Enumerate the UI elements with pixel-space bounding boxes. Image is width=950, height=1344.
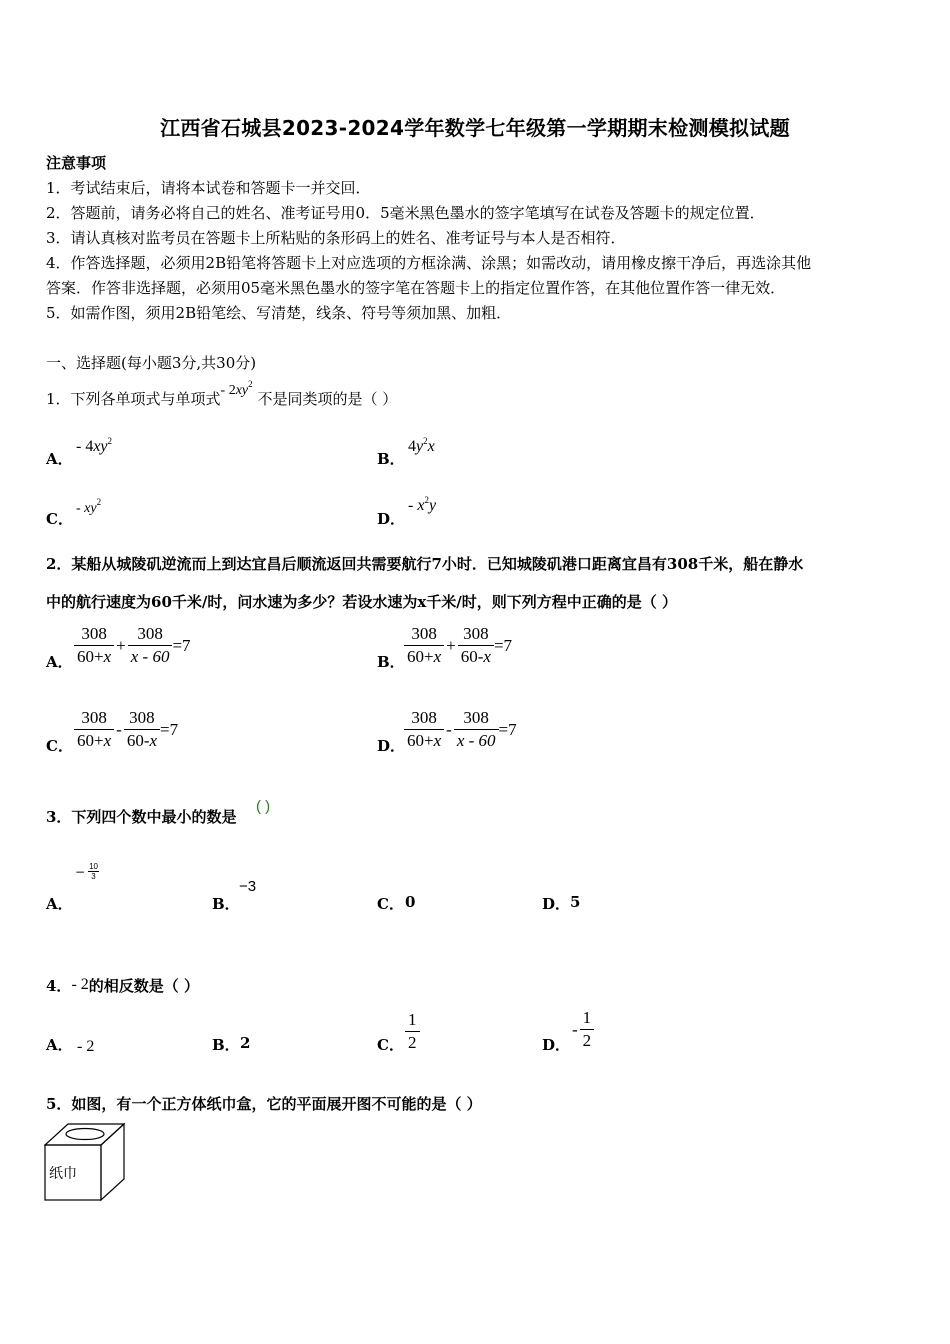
q2-option-c-label: C． bbox=[46, 737, 73, 755]
notice-item-2: 2．答题前，请务必将自己的姓名、准考证号用0．5毫米黑色墨水的签字笔填写在试卷及答题卡的规定位置． bbox=[46, 204, 765, 222]
q3-option-d-label: D． bbox=[542, 895, 571, 913]
q2-option-b-label: B． bbox=[377, 653, 405, 671]
q3-option-a-value: − $\frac{10}{3}$ bbox=[75, 862, 98, 881]
notice-item-1: 1．考试结束后，请将本试卷和答题卡一并交回． bbox=[46, 179, 371, 197]
q2-option-d-label: D． bbox=[377, 737, 406, 755]
q3-option-c-label: C． bbox=[377, 895, 404, 913]
question-4-number: 4． bbox=[46, 977, 72, 995]
q4-option-d-label: D． bbox=[542, 1036, 571, 1054]
q3-option-c-value: 0 bbox=[405, 893, 416, 911]
page-title: 江西省石城县2023-2024学年数学七年级第一学期期末检测模拟试题 bbox=[160, 116, 790, 140]
notice-item-3: 3．请认真核对监考员在答题卡上所粘贴的条形码上的姓名、准考证号与本人是否相符． bbox=[46, 229, 626, 247]
q1-option-a-expr: - $4xy^2$ bbox=[76, 436, 113, 455]
tissue-box-figure bbox=[44, 1122, 126, 1202]
q1-option-b-expr: $4y^2x$ bbox=[408, 436, 435, 455]
q3-option-b-value: −3 bbox=[239, 878, 257, 895]
notice-item-4-cont: 答案．作答非选择题，必须用05毫米黑色墨水的签字笔在答题卡上的指定位置作答，在其他位置作答一律无效． bbox=[46, 279, 786, 297]
tissue-box-drawing bbox=[44, 1122, 126, 1202]
q1-option-d-label: D． bbox=[377, 510, 406, 528]
tissue-box-label: 纸巾 bbox=[49, 1166, 77, 1182]
q1-option-c-expr: - $xy^2$ bbox=[76, 497, 102, 516]
question-1-text: 1．下列各单项式与单项式 bbox=[46, 390, 221, 408]
q1-option-a-label: A． bbox=[46, 450, 73, 468]
q1-option-b-label: B． bbox=[377, 450, 405, 468]
notice-heading: 注意事项 bbox=[46, 154, 107, 172]
question-1 bbox=[46, 379, 398, 409]
q4-option-c-value: $\frac{1}{2}$ bbox=[405, 1010, 420, 1053]
question-3-paren: ( ) bbox=[256, 798, 271, 815]
q1-option-c-label: C． bbox=[46, 510, 73, 528]
q4-option-c-label: C． bbox=[377, 1036, 404, 1054]
question-4-text: 的相反数是（ ） bbox=[88, 977, 199, 995]
q4-option-a-value: - 2 bbox=[77, 1038, 95, 1055]
notice-item-4: 4．作答选择题，必须用2B铅笔将答题卡上对应选项的方框涂满、涂黑；如需改动，请用橡皮擦干净后，再选涂其他 bbox=[46, 254, 812, 272]
question-2-line-2: 中的航行速度为60千米/时，问水速为多少？若设水速为x千米/时，则下列方程中正确的是（ ） bbox=[46, 593, 678, 611]
q3-option-b-label: B． bbox=[212, 895, 240, 913]
q2-option-c-equation: $\frac{308}{60+x}$ - $\frac{308}{60-x}$ =7 bbox=[74, 708, 178, 751]
question-5-text: 5．如图，有一个正方体纸巾盒，它的平面展开图不可能的是（ ） bbox=[46, 1095, 482, 1113]
q4-option-b-value: 2 bbox=[240, 1034, 251, 1052]
question-4-expr: - 2 bbox=[71, 976, 89, 993]
q2-option-a-label: A． bbox=[46, 653, 73, 671]
q4-option-d-value: - $\frac{1}{2}$ bbox=[572, 1008, 594, 1051]
q3-option-a-label: A． bbox=[46, 895, 73, 913]
question-4 bbox=[46, 975, 199, 996]
q2-option-b-equation: $\frac{308}{60+x}$ + $\frac{308}{60-x}$ =7 bbox=[404, 624, 512, 667]
q2-option-a-equation: $\frac{308}{60+x}$ + $\frac{308}{x - 60}$ =7 bbox=[74, 624, 191, 667]
notice-item-5: 5．如需作图，须用2B铅笔绘、写清楚，线条、符号等须加黑、加粗． bbox=[46, 304, 512, 322]
q3-option-d-value: 5 bbox=[570, 893, 581, 911]
section-heading: 一、选择题(每小题3分,共30分) bbox=[46, 354, 257, 372]
question-2-line-1: 2．某船从城陵矶逆流而上到达宜昌后顺流返回共需要航行7小时．已知城陵矶港口距离宜昌有308千米，船在静水 bbox=[46, 555, 804, 573]
q4-option-a-label: A． bbox=[46, 1036, 73, 1054]
question-1-expr: - $2xy^2$ bbox=[220, 379, 253, 398]
question-1-tail: 不是同类项的是（ ） bbox=[257, 390, 398, 408]
question-3-text: 3．下列四个数中最小的数是 bbox=[46, 808, 237, 826]
q2-option-d-equation: $\frac{308}{60+x}$ - $\frac{308}{x - 60}$ =7 bbox=[404, 708, 517, 751]
q4-option-b-label: B． bbox=[212, 1036, 240, 1054]
q1-option-d-expr: - $x^2y$ bbox=[408, 495, 437, 514]
